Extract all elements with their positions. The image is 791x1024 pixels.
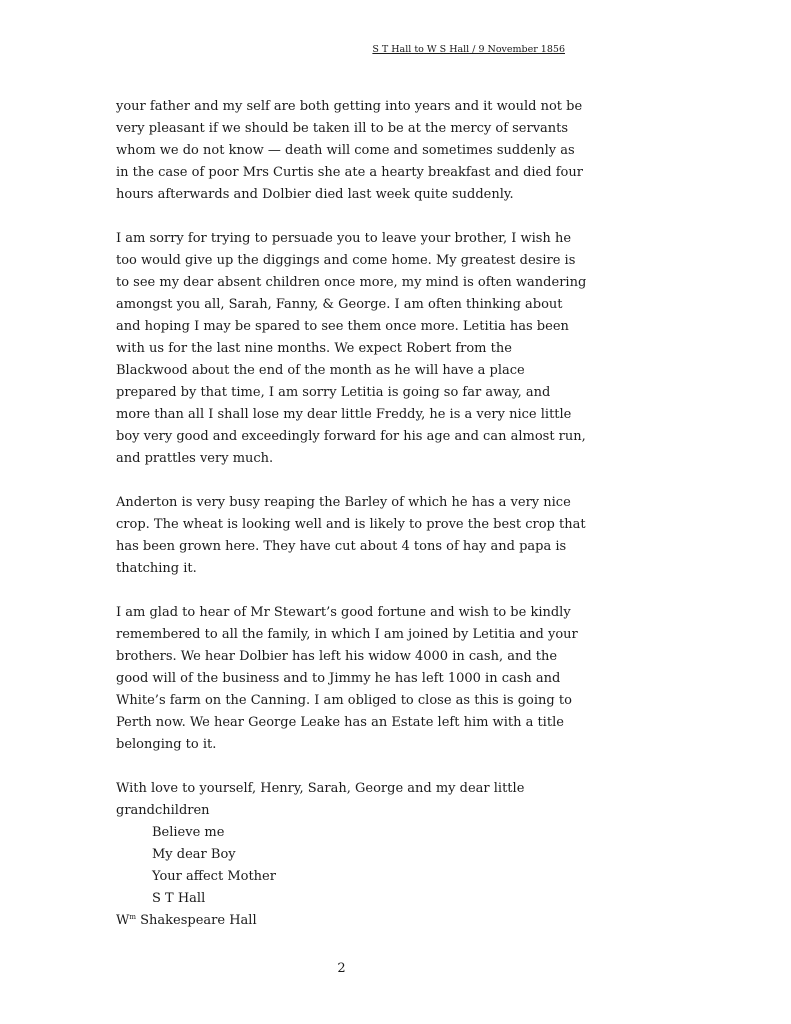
signature: S T Hall bbox=[152, 891, 206, 906]
text-line: and hoping I may be spared to see them once more. Letitia has been bbox=[116, 319, 569, 334]
letter-closing bbox=[116, 778, 576, 932]
text-line: more than all I shall lose my dear little Freddy, he is a very nice little bbox=[116, 407, 572, 422]
text-line: prepared by that time, I am sorry Letitia is going so far away, and bbox=[116, 385, 551, 400]
text-line: I am glad to hear of Mr Stewart’s good fortune and wish to be kindly bbox=[116, 605, 571, 620]
page-number: 2 bbox=[337, 961, 346, 976]
text-line: Blackwood about the end of the month as he will have a place bbox=[116, 363, 525, 378]
text-line: thatching it. bbox=[116, 561, 197, 576]
text-line: and prattles very much. bbox=[116, 451, 274, 466]
text-line: has been grown here. They have cut about 4 tons of hay and papa is bbox=[116, 539, 567, 554]
addressee bbox=[116, 910, 576, 932]
running-header: S T Hall to W S Hall / 9 November 1856 bbox=[372, 44, 565, 55]
text-line: to see my dear absent children once more, my mind is often wandering bbox=[116, 275, 587, 290]
signoff-line: My dear Boy bbox=[152, 847, 236, 862]
signoff-line: Believe me bbox=[152, 825, 225, 840]
letter-body bbox=[116, 96, 587, 932]
text-line: your father and my self are both getting into years and it would not be bbox=[116, 99, 583, 114]
signoff-line: Your affect Mother bbox=[152, 869, 276, 884]
text-line: Anderton is very busy reaping the Barley of which he has a very nice bbox=[116, 495, 571, 510]
salutation-line: grandchildren bbox=[116, 803, 210, 818]
text-line: I am sorry for trying to persuade you to leave your brother, I wish he bbox=[116, 231, 572, 246]
paragraph-1 bbox=[116, 96, 583, 206]
addressee-name: Shakespeare Hall bbox=[136, 913, 257, 928]
text-line: too would give up the diggings and come home. My greatest desire is bbox=[116, 253, 576, 268]
paragraph-3 bbox=[116, 492, 586, 580]
paragraph-4 bbox=[116, 602, 576, 756]
addressee-prefix: W bbox=[116, 913, 130, 928]
salutation-line: With love to yourself, Henry, Sarah, George and my dear little bbox=[116, 781, 525, 796]
text-line: amongst you all, Sarah, Fanny, & George. I am often thinking about bbox=[116, 297, 563, 312]
text-line: good will of the business and to Jimmy he has left 1000 in cash and bbox=[116, 671, 561, 686]
text-line: brothers. We hear Dolbier has left his widow 4000 in cash, and the bbox=[116, 649, 558, 664]
text-line: remembered to all the family, in which I am joined by Letitia and your bbox=[116, 627, 578, 642]
paragraph-2 bbox=[116, 228, 587, 470]
addressee-superscript: m bbox=[129, 913, 137, 921]
text-line: Perth now. We hear George Leake has an Estate left him with a title bbox=[116, 715, 564, 730]
text-line: very pleasant if we should be taken ill to be at the mercy of servants bbox=[116, 121, 569, 136]
text-line: in the case of poor Mrs Curtis she ate a hearty breakfast and died four bbox=[116, 165, 583, 180]
text-line: with us for the last nine months. We expect Robert from the bbox=[116, 341, 512, 356]
text-line: whom we do not know — death will come and sometimes suddenly as bbox=[116, 143, 575, 158]
text-line: crop. The wheat is looking well and is likely to prove the best crop that bbox=[116, 517, 586, 532]
text-line: boy very good and exceedingly forward for his age and can almost run, bbox=[116, 429, 586, 444]
text-line: belonging to it. bbox=[116, 737, 217, 752]
text-line: hours afterwards and Dolbier died last week quite suddenly. bbox=[116, 187, 514, 202]
text-line: White’s farm on the Canning. I am obliged to close as this is going to bbox=[116, 693, 572, 708]
